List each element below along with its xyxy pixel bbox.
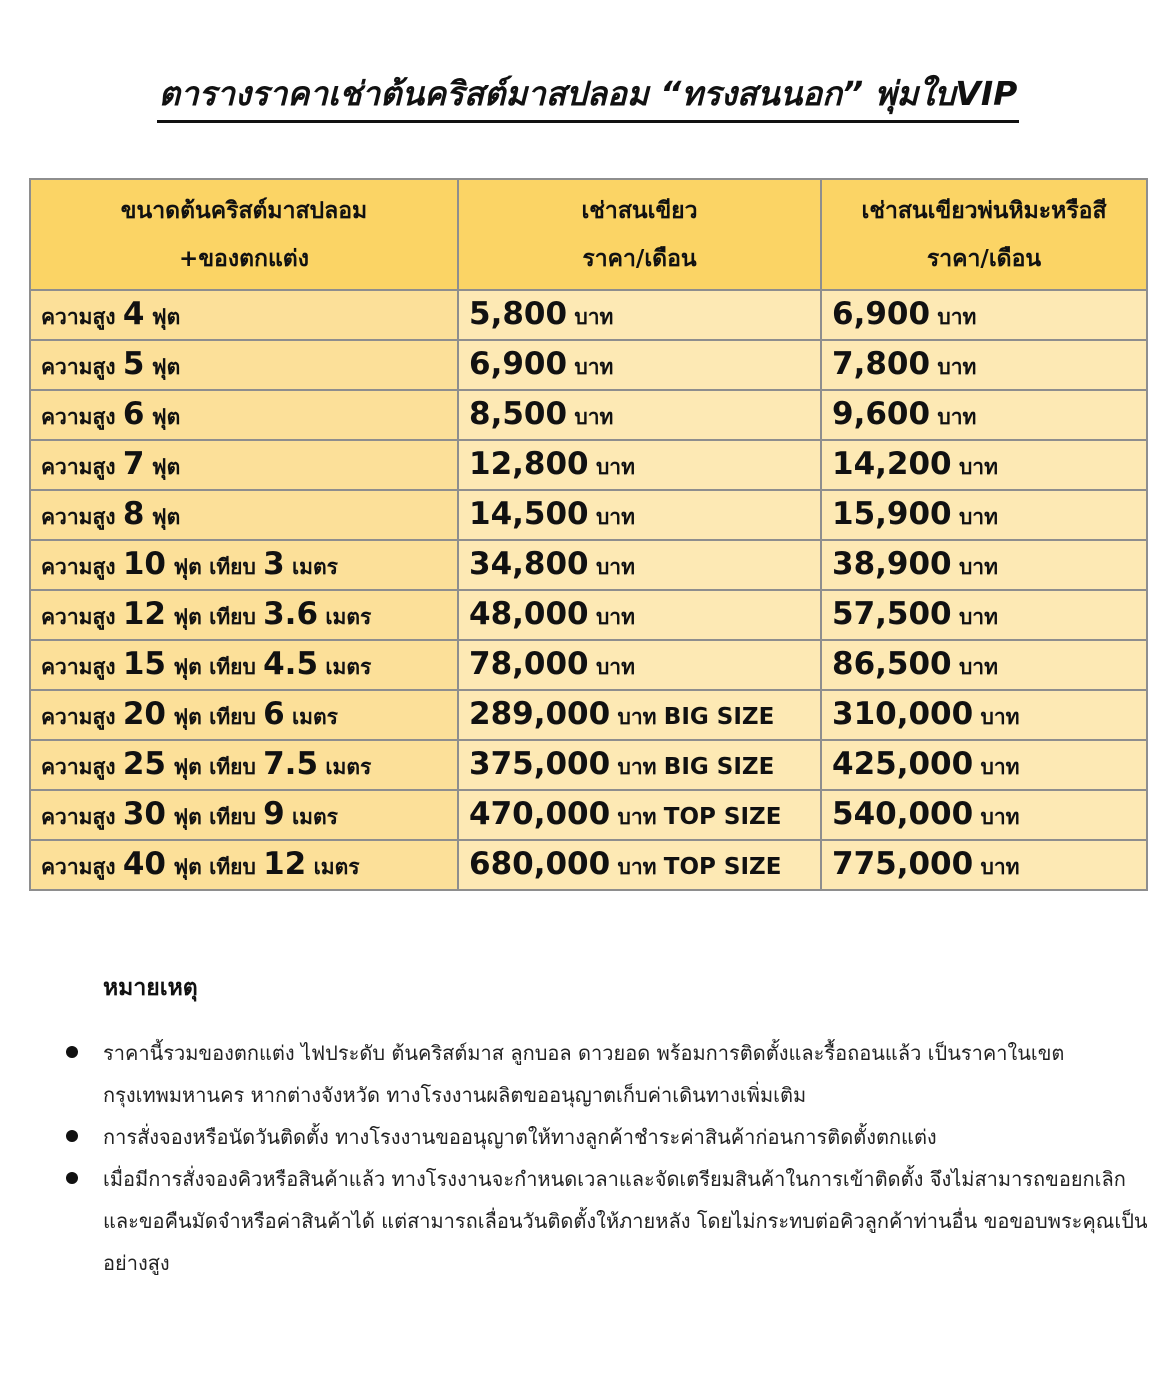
header-green-line1: เช่าสนเขียว: [581, 197, 698, 224]
green-unit: บาท: [595, 555, 635, 579]
green-price: 48,000: [469, 596, 589, 632]
green-price-cell: [458, 390, 821, 440]
feet-unit: ฟุต: [151, 505, 181, 529]
snow-price: 86,500: [832, 646, 952, 682]
price-table-body: [30, 290, 1147, 890]
snow-unit: บาท: [980, 805, 1020, 829]
green-price-cell: [458, 540, 821, 590]
approx-label: เทียบ: [209, 805, 256, 829]
header-green-line2: ราคา/เดือน: [582, 245, 697, 272]
size-cell: [30, 590, 458, 640]
table-header-row: [30, 179, 1147, 290]
size-cell: [30, 690, 458, 740]
feet-unit: ฟุต: [151, 305, 181, 329]
size-tag: TOP SIZE: [663, 804, 782, 830]
feet-unit: ฟุต: [151, 455, 181, 479]
green-price: 12,800: [469, 446, 589, 482]
meters-value: 4.5: [263, 646, 319, 682]
green-price: 375,000: [469, 746, 611, 782]
table-row: [30, 740, 1147, 790]
approx-label: เทียบ: [209, 555, 256, 579]
table-row: [30, 290, 1147, 340]
snow-price-cell: [821, 690, 1147, 740]
snow-price: 310,000: [832, 696, 974, 732]
feet-unit: ฟุต: [173, 855, 202, 879]
feet-unit: ฟุต: [173, 805, 202, 829]
height-label: ความสูง: [41, 455, 116, 479]
snow-unit: บาท: [980, 855, 1020, 879]
meters-value: 12: [263, 846, 307, 882]
feet-value: 40: [122, 846, 166, 882]
size-tag: BIG SIZE: [663, 704, 775, 730]
snow-unit: บาท: [980, 705, 1020, 729]
header-green-rent: [458, 179, 821, 290]
notes-list: [62, 1032, 1152, 1284]
height-label: ความสูง: [41, 755, 116, 779]
green-price: 289,000: [469, 696, 611, 732]
snow-price-cell: [821, 340, 1147, 390]
size-cell: [30, 540, 458, 590]
green-price-cell: [458, 490, 821, 540]
green-price: 14,500: [469, 496, 589, 532]
meters-value: 7.5: [263, 746, 319, 782]
bullet-icon: [66, 1046, 78, 1058]
approx-label: เทียบ: [209, 605, 256, 629]
header-snow-line2: ราคา/เดือน: [926, 245, 1042, 272]
height-label: ความสูง: [41, 655, 116, 679]
note-item: [62, 1032, 1152, 1116]
green-price-cell: [458, 790, 821, 840]
green-price-cell: [458, 740, 821, 790]
meters-value: 6: [263, 696, 285, 732]
green-price: 5,800: [469, 296, 568, 332]
green-unit: บาท: [617, 705, 657, 729]
table-row: [30, 440, 1147, 490]
note-item: [62, 1158, 1152, 1284]
green-unit: บาท: [595, 655, 635, 679]
snow-price: 15,900: [832, 496, 952, 532]
height-label: ความสูง: [41, 355, 116, 379]
table-row: [30, 690, 1147, 740]
snow-unit: บาท: [937, 355, 977, 379]
snow-price: 775,000: [832, 846, 974, 882]
snow-price: 7,800: [832, 346, 931, 382]
snow-unit: บาท: [937, 305, 977, 329]
price-table: [29, 178, 1148, 891]
meters-unit: เมตร: [325, 655, 372, 679]
green-unit: บาท: [574, 305, 614, 329]
snow-unit: บาท: [958, 505, 998, 529]
green-unit: บาท: [595, 455, 635, 479]
snow-unit: บาท: [958, 605, 998, 629]
green-price-cell: [458, 640, 821, 690]
size-cell: [30, 840, 458, 890]
snow-price-cell: [821, 740, 1147, 790]
snow-unit: บาท: [937, 405, 977, 429]
note-text: เมื่อมีการสั่งจองคิวหรือสินค้าแล้ว ทางโรงงานจะกำหนดเวลาและจัดเตรียมสินค้าในการเข้าติดตั้ง จึงไม่สามารถขอยกเลิกและขอคืนมัดจำหรือค่าสินค้าได้ แต่สามารถเลื่อนวันติดตั้งให้ภายหลัง โดยไม่กระทบต่อคิวลูกค้าท่านอื่น ขอขอบพระคุณเป็นอย่างสูง: [103, 1167, 1148, 1275]
green-price: 34,800: [469, 546, 589, 582]
snow-price: 14,200: [832, 446, 952, 482]
approx-label: เทียบ: [209, 755, 256, 779]
feet-value: 4: [122, 296, 145, 332]
size-cell: [30, 290, 458, 340]
height-label: ความสูง: [41, 805, 116, 829]
feet-unit: ฟุต: [151, 355, 181, 379]
size-cell: [30, 790, 458, 840]
approx-label: เทียบ: [209, 705, 256, 729]
feet-unit: ฟุต: [173, 605, 202, 629]
meters-unit: เมตร: [325, 605, 372, 629]
meters-unit: เมตร: [292, 805, 338, 829]
snow-unit: บาท: [980, 755, 1020, 779]
snow-price-cell: [821, 290, 1147, 340]
height-label: ความสูง: [41, 505, 116, 529]
green-unit: บาท: [617, 855, 657, 879]
snow-price-cell: [821, 790, 1147, 840]
feet-value: 8: [122, 496, 145, 532]
notes-title: หมายเหตุ: [103, 975, 198, 1001]
green-unit: บาท: [617, 755, 657, 779]
green-price: 78,000: [469, 646, 589, 682]
snow-price-cell: [821, 490, 1147, 540]
meters-unit: เมตร: [292, 705, 338, 729]
feet-value: 15: [122, 646, 166, 682]
meters-unit: เมตร: [325, 755, 372, 779]
height-label: ความสูง: [41, 605, 116, 629]
green-price-cell: [458, 340, 821, 390]
snow-unit: บาท: [958, 455, 998, 479]
green-price-cell: [458, 440, 821, 490]
snow-unit: บาท: [958, 655, 998, 679]
note-text: ราคานี้รวมของตกแต่ง ไฟประดับ ต้นคริสต์มาส ลูกบอล ดาวยอด พร้อมการติดตั้งและรื้อถอนแล้ว เป็นราคาในเขตกรุงเทพมหานคร หากต่างจังหวัด ทางโรงงานผลิตขออนุญาตเก็บค่าเดินทางเพิ่มเติม: [103, 1041, 1065, 1107]
snow-price: 425,000: [832, 746, 974, 782]
size-cell: [30, 490, 458, 540]
size-cell: [30, 740, 458, 790]
snow-price-cell: [821, 440, 1147, 490]
feet-value: 25: [122, 746, 166, 782]
table-row: [30, 640, 1147, 690]
green-price-cell: [458, 290, 821, 340]
table-row: [30, 490, 1147, 540]
feet-unit: ฟุต: [173, 555, 202, 579]
snow-price-cell: [821, 390, 1147, 440]
green-unit: บาท: [595, 505, 635, 529]
header-size-line2: +ของตกแต่ง: [179, 245, 309, 272]
snow-unit: บาท: [958, 555, 998, 579]
feet-unit: ฟุต: [151, 405, 181, 429]
bullet-icon: [66, 1172, 78, 1184]
green-unit: บาท: [595, 605, 635, 629]
height-label: ความสูง: [41, 555, 116, 579]
snow-price: 57,500: [832, 596, 952, 632]
snow-price-cell: [821, 590, 1147, 640]
size-tag: TOP SIZE: [663, 854, 782, 880]
green-unit: บาท: [617, 805, 657, 829]
header-size: [30, 179, 458, 290]
meters-unit: เมตร: [292, 555, 338, 579]
green-price-cell: [458, 840, 821, 890]
feet-value: 30: [122, 796, 166, 832]
snow-price-cell: [821, 540, 1147, 590]
table-row: [30, 790, 1147, 840]
green-price: 680,000: [469, 846, 611, 882]
feet-value: 6: [122, 396, 145, 432]
header-size-line1: ขนาดต้นคริสต์มาสปลอม: [120, 197, 368, 224]
table-row: [30, 540, 1147, 590]
feet-value: 12: [122, 596, 166, 632]
page-title: ตารางราคาเช่าต้นคริสต์มาสปลอม “ทรงสนนอก” พุ่มใบVIP: [157, 70, 1020, 123]
size-cell: [30, 440, 458, 490]
table-row: [30, 590, 1147, 640]
table-row: [30, 340, 1147, 390]
snow-price: 6,900: [832, 296, 931, 332]
approx-label: เทียบ: [209, 655, 256, 679]
height-label: ความสูง: [41, 405, 116, 429]
size-tag: BIG SIZE: [663, 754, 775, 780]
height-label: ความสูง: [41, 705, 116, 729]
header-snow-line1: เช่าสนเขียวพ่นหิมะหรือสี: [861, 197, 1107, 224]
green-price: 6,900: [469, 346, 568, 382]
feet-unit: ฟุต: [173, 755, 202, 779]
meters-value: 9: [263, 796, 285, 832]
feet-value: 10: [122, 546, 166, 582]
green-unit: บาท: [574, 405, 614, 429]
height-label: ความสูง: [41, 305, 116, 329]
green-price: 8,500: [469, 396, 568, 432]
note-text: การสั่งจองหรือนัดวันติดตั้ง ทางโรงงานขออนุญาตให้ทางลูกค้าชำระค่าสินค้าก่อนการติดตั้งตกแต่ง: [103, 1125, 937, 1149]
table-row: [30, 840, 1147, 890]
green-price: 470,000: [469, 796, 611, 832]
feet-unit: ฟุต: [173, 705, 202, 729]
feet-value: 20: [122, 696, 166, 732]
feet-unit: ฟุต: [173, 655, 202, 679]
meters-value: 3: [263, 546, 285, 582]
snow-price-cell: [821, 640, 1147, 690]
height-label: ความสูง: [41, 855, 116, 879]
green-price-cell: [458, 590, 821, 640]
page-title-wrapper: [0, 70, 1176, 123]
approx-label: เทียบ: [209, 855, 256, 879]
feet-value: 7: [122, 446, 145, 482]
snow-price: 540,000: [832, 796, 974, 832]
size-cell: [30, 640, 458, 690]
size-cell: [30, 340, 458, 390]
snow-price: 9,600: [832, 396, 931, 432]
bullet-icon: [66, 1130, 78, 1142]
snow-price: 38,900: [832, 546, 952, 582]
green-unit: บาท: [574, 355, 614, 379]
snow-price-cell: [821, 840, 1147, 890]
size-cell: [30, 390, 458, 440]
feet-value: 5: [122, 346, 145, 382]
green-price-cell: [458, 690, 821, 740]
meters-value: 3.6: [263, 596, 319, 632]
table-row: [30, 390, 1147, 440]
header-snow-rent: [821, 179, 1147, 290]
note-item: [62, 1116, 1152, 1158]
meters-unit: เมตร: [313, 855, 360, 879]
